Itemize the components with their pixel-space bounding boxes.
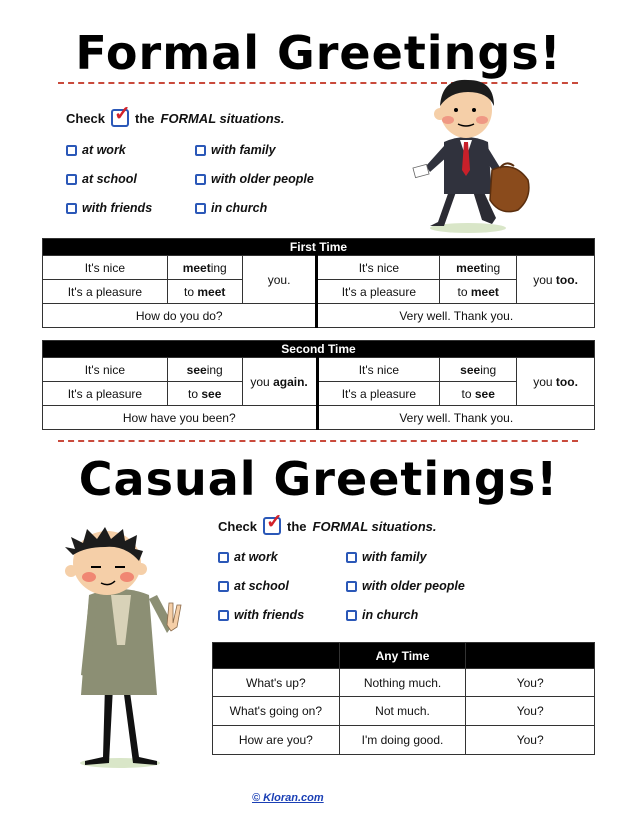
divider	[58, 440, 578, 442]
casual-option-in-church[interactable]	[346, 608, 418, 622]
footer-link[interactable]: © Kloran.com	[252, 792, 324, 804]
casual-option-at-work[interactable]	[218, 550, 278, 564]
formal-option-with-family[interactable]	[195, 143, 276, 157]
option-label: at school	[82, 172, 137, 186]
any-time-header: Any Time	[339, 643, 466, 669]
check-word: Check	[66, 110, 106, 126]
cell: It's a pleasure	[43, 280, 168, 304]
cell: I'm doing good.	[339, 726, 466, 755]
cell-bold: again.	[273, 374, 308, 389]
cell-rest: ing	[206, 362, 223, 377]
cell-bold: meet	[182, 260, 211, 275]
formal-title: Formal Greetings!	[75, 26, 562, 80]
cell: How do you do?	[43, 304, 317, 328]
checkbox-icon[interactable]	[218, 610, 229, 621]
casual-option-with-older-people[interactable]	[346, 579, 465, 593]
check-situations: FORMAL situations.	[160, 110, 285, 126]
cell: It's a pleasure	[317, 280, 440, 304]
checkbox-icon[interactable]	[346, 552, 357, 563]
option-label: with friends	[82, 201, 153, 215]
option-label: at school	[234, 579, 289, 593]
any-time-table	[212, 642, 595, 755]
cell	[440, 382, 517, 406]
formal-option-at-school[interactable]	[66, 172, 137, 186]
cell	[167, 358, 242, 382]
check-the: the	[287, 518, 307, 534]
cell: It's a pleasure	[43, 382, 168, 406]
header-blank	[213, 643, 340, 669]
check-word: Check	[218, 518, 258, 534]
cell-text: you	[533, 272, 553, 287]
cell: What's up?	[213, 669, 340, 697]
cell	[440, 280, 517, 304]
checkbox-icon[interactable]	[218, 581, 229, 592]
cell-bold: see	[186, 362, 207, 377]
cell-bold: see	[201, 386, 222, 401]
formal-option-at-work[interactable]	[66, 143, 126, 157]
option-label: at work	[234, 550, 278, 564]
checkbox-icon[interactable]	[195, 145, 206, 156]
option-label: with family	[211, 143, 276, 157]
cell-bold: see	[460, 362, 481, 377]
casual-title: Casual Greetings!	[78, 452, 559, 506]
checkbox-icon[interactable]	[218, 552, 229, 563]
option-label: with family	[362, 550, 427, 564]
businessman-illustration	[408, 70, 538, 235]
cell-text: to	[187, 386, 198, 401]
formal-option-with-older-people[interactable]	[195, 172, 314, 186]
cell: It's nice	[317, 256, 440, 280]
checkbox-icon[interactable]	[195, 203, 206, 214]
second-time-header: Second Time	[43, 341, 595, 358]
option-label: with older people	[362, 579, 465, 593]
option-label: at work	[82, 143, 126, 157]
cell-rest: ing	[480, 362, 497, 377]
cell-rest: ing	[484, 260, 501, 275]
cell	[242, 358, 317, 406]
casual-option-with-family[interactable]	[346, 550, 427, 564]
checkbox-icon[interactable]	[66, 174, 77, 185]
cell-bold: meet	[470, 284, 499, 299]
cell: You?	[466, 726, 595, 755]
cell: What's going on?	[213, 697, 340, 726]
first-time-table	[42, 238, 595, 328]
formal-option-with-friends[interactable]	[66, 201, 152, 215]
casual-check-instruction	[218, 511, 437, 535]
checkbox-icon[interactable]	[66, 145, 77, 156]
cell	[517, 256, 595, 304]
cell-bold: see	[474, 386, 495, 401]
option-label: with older people	[211, 172, 314, 186]
checkbox-icon[interactable]	[195, 174, 206, 185]
option-label: with friends	[234, 608, 305, 622]
cell: You?	[466, 669, 595, 697]
cell: Nothing much.	[339, 669, 466, 697]
first-time-header: First Time	[43, 239, 595, 256]
cell-rest: ing	[210, 260, 227, 275]
cell: Very well. Thank you.	[317, 304, 595, 328]
cell	[167, 382, 242, 406]
cell: You?	[466, 697, 595, 726]
casual-option-at-school[interactable]	[218, 579, 289, 593]
cell-text: to	[457, 284, 468, 299]
cell	[440, 256, 517, 280]
cell: How have you been?	[43, 406, 318, 430]
casual-boy-illustration	[45, 525, 195, 770]
cell-text: you	[250, 374, 270, 389]
cell	[440, 358, 517, 382]
casual-option-with-friends[interactable]	[218, 608, 304, 622]
cell-bold: meet	[197, 284, 226, 299]
second-time-table	[42, 340, 595, 430]
checkmark-icon: ✓	[263, 517, 281, 535]
cell: It's nice	[43, 256, 168, 280]
formal-option-in-church[interactable]	[195, 201, 267, 215]
checkbox-icon[interactable]	[346, 610, 357, 621]
checkmark-icon: ✓	[111, 109, 129, 127]
cell-bold: too.	[555, 272, 578, 287]
checkbox-icon[interactable]	[66, 203, 77, 214]
cell	[167, 280, 242, 304]
cell	[517, 358, 595, 406]
cell: you.	[242, 256, 317, 304]
header-blank	[466, 643, 595, 669]
check-the: the	[135, 110, 155, 126]
cell-text: you	[533, 374, 553, 389]
cell: How are you?	[213, 726, 340, 755]
cell-text: to	[461, 386, 472, 401]
cell-text: to	[184, 284, 195, 299]
cell-bold: meet	[456, 260, 485, 275]
formal-check-instruction	[66, 103, 285, 127]
option-label: in church	[211, 201, 268, 215]
cell: Not much.	[339, 697, 466, 726]
checkbox-icon[interactable]	[346, 581, 357, 592]
cell: It's nice	[317, 358, 440, 382]
cell: It's nice	[43, 358, 168, 382]
check-situations: FORMAL situations.	[312, 518, 437, 534]
cell: It's a pleasure	[317, 382, 440, 406]
option-label: in church	[362, 608, 419, 622]
cell: Very well. Thank you.	[317, 406, 595, 430]
cell	[167, 256, 242, 280]
cell-bold: too.	[555, 374, 578, 389]
